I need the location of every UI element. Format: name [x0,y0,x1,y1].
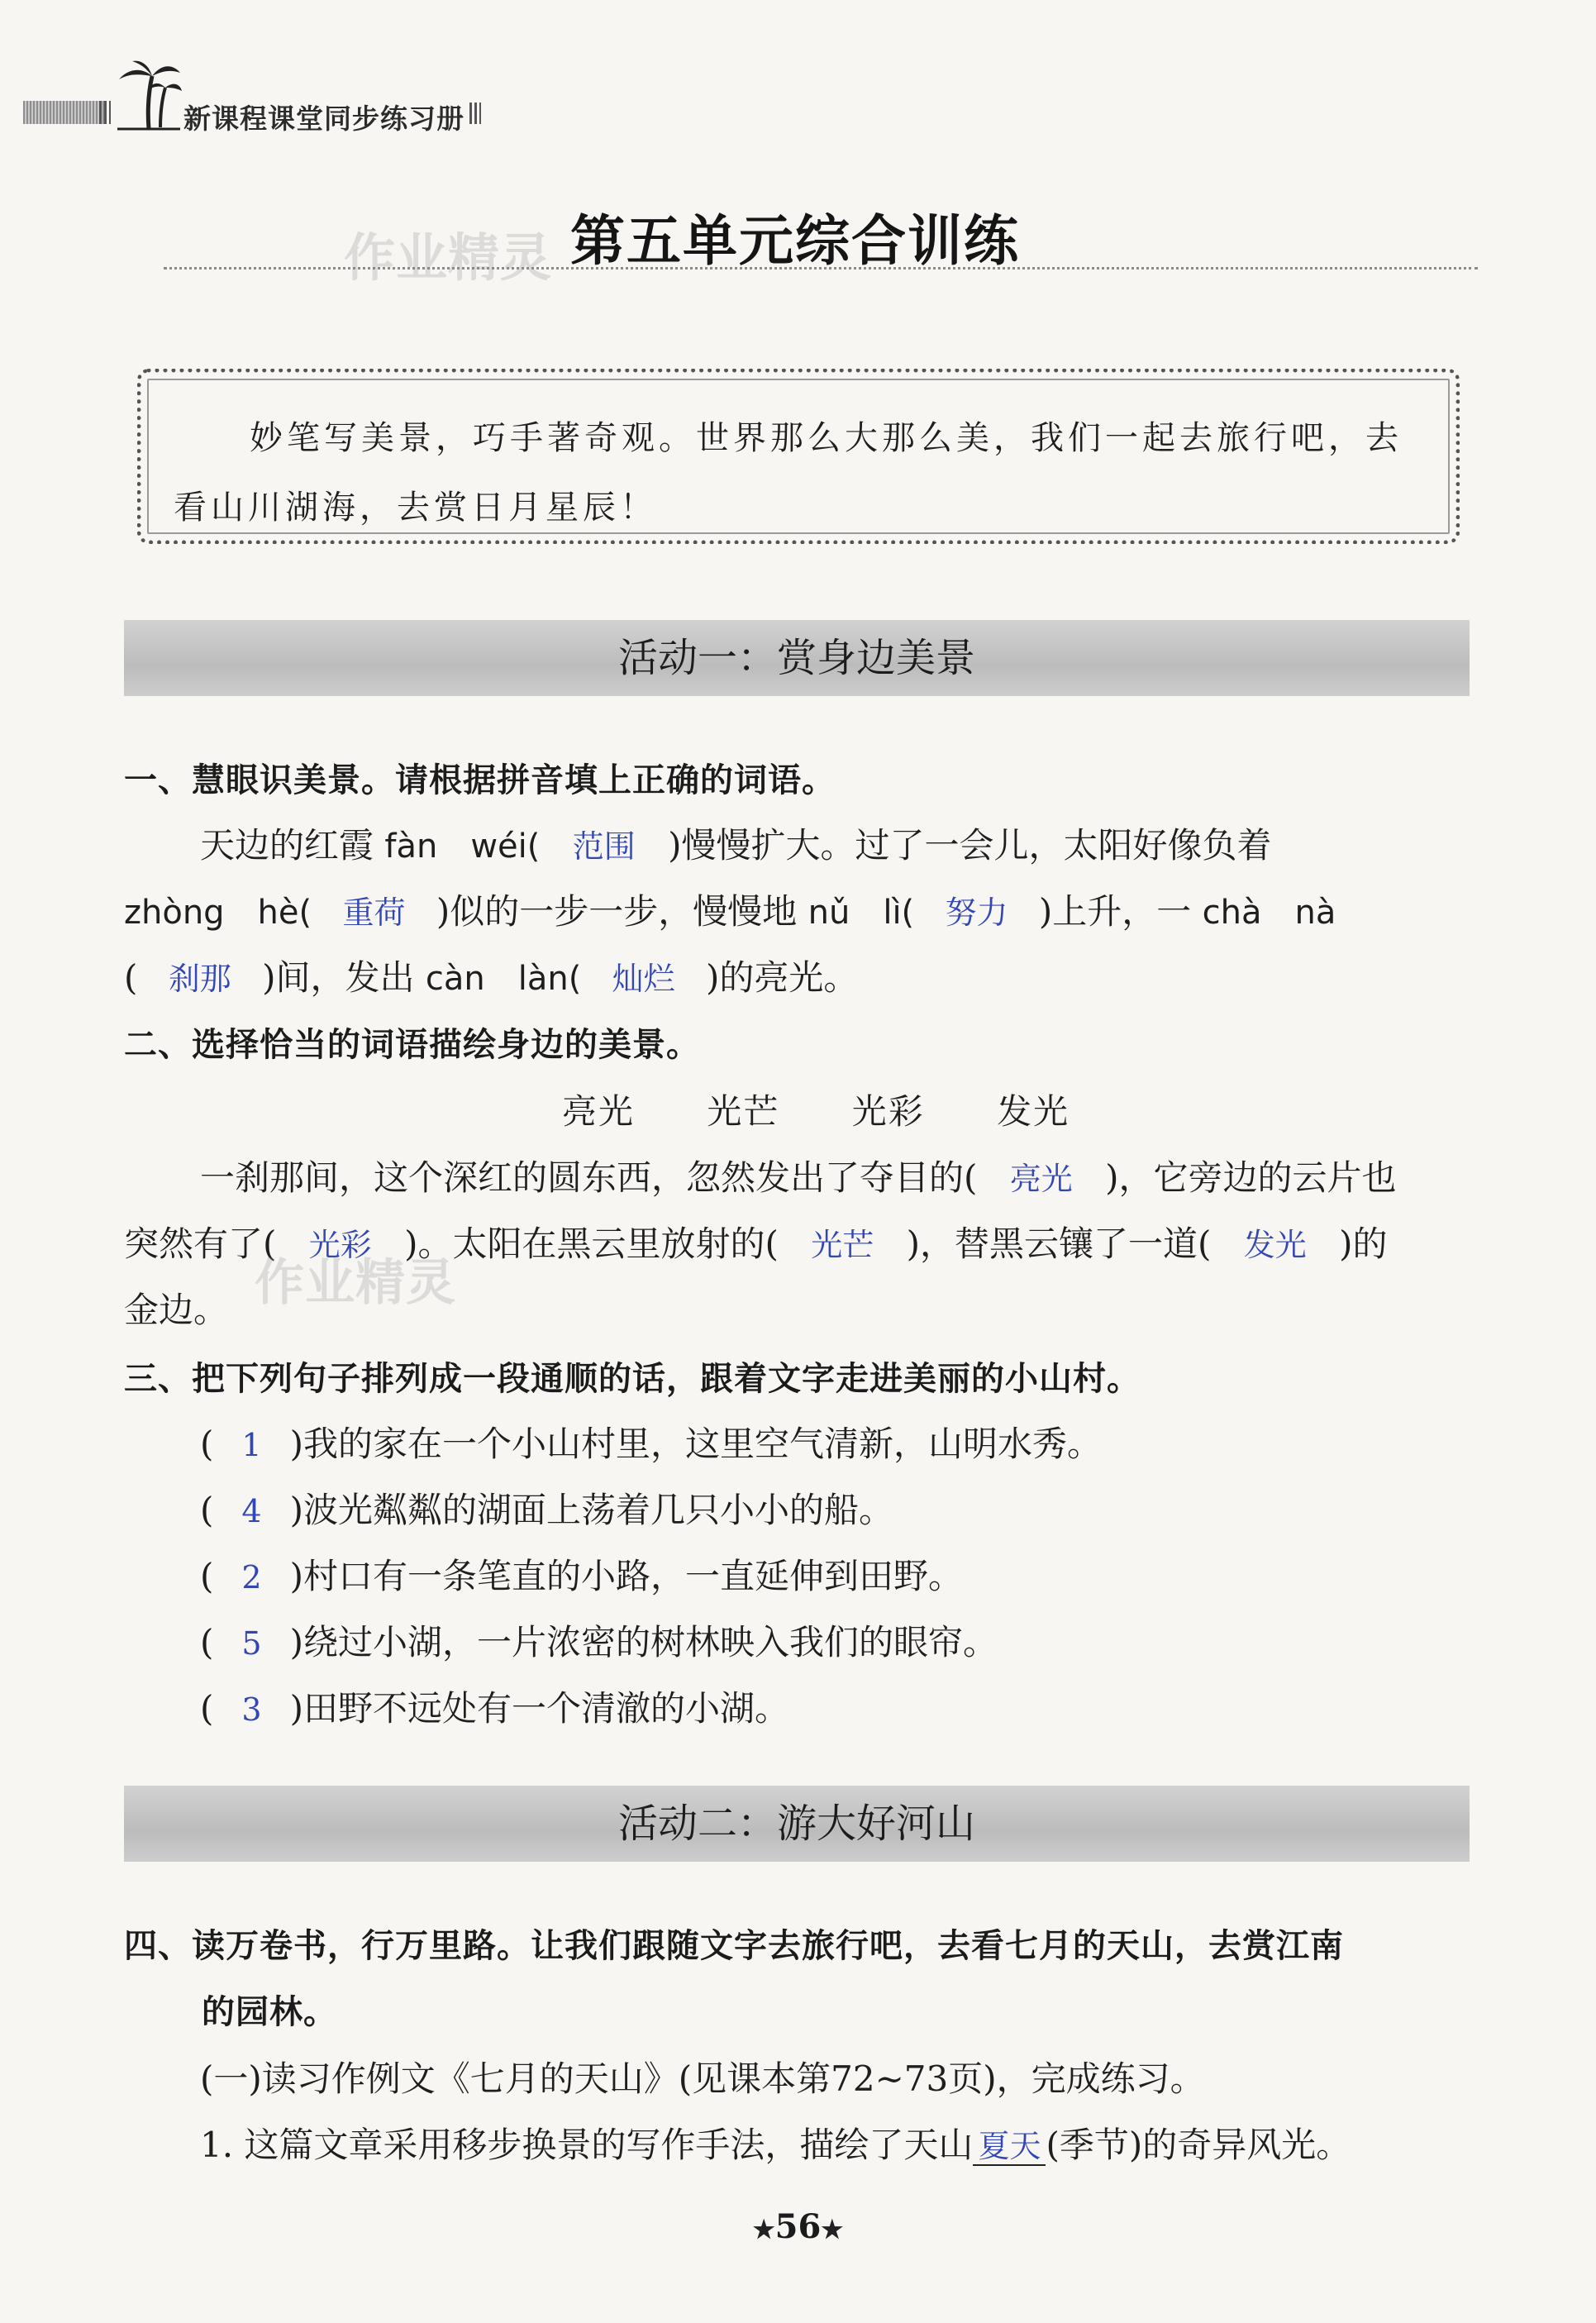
page-number-value: 56 [774,2207,822,2246]
series-title: 新课程课堂同步练习册 [183,103,465,135]
q2-option: 光芒 [707,1091,780,1132]
q3-sentence: )我的家在一个小山村里，这里空气清新，山明水秀。 [289,1424,1102,1464]
page-title: 第五单元综合训练 [570,208,1020,273]
q3-order-number: 2 [241,1559,262,1596]
palm-tree-icon [116,58,182,131]
q1-answer: 重荷 [342,894,406,931]
q4-item-answer: 夏天 [973,2128,1046,2166]
question-4-prompt-line2: 的园林。 [202,1993,337,2031]
watermark: 作业精灵 [255,1254,456,1312]
page-number [0,2207,1596,2246]
q2-word-options [562,1085,1070,1134]
q2-line1 [200,1151,1397,1200]
q1-text: 天边的红霞 [200,825,374,866]
star-icon: ★ [821,2216,844,2244]
q1-pinyin: zhòng hè( [124,894,312,932]
question-1-prompt: 一、慧眼识美景。请根据拼音填上正确的词语。 [124,761,836,799]
watermark: 作业精灵 [344,227,553,288]
q1-answer: 刹那 [168,961,231,997]
header-decor-stripes [99,101,111,124]
q1-answer: 灿烂 [612,961,675,997]
q3-item: ( 3 )田野不远处有一个清澈的小湖。 [200,1688,789,1729]
q4-item-1 [200,2118,1351,2168]
q3-order-number: 4 [241,1493,262,1529]
q1-text: ( [124,957,138,998]
q1-pinyin: càn làn( [425,960,582,998]
q3-sentence: )村口有一条笔直的小路，一直延伸到田野。 [289,1556,963,1596]
q4-item-text: 1. 这篇文章采用移步换景的写作手法，描绘了天山 [200,2125,974,2165]
q3-item: ( 1 )我的家在一个小山村里，这里空气清新，山明水秀。 [200,1424,1102,1464]
header-decor-bar [23,101,106,124]
q2-option: 光彩 [851,1091,925,1132]
q1-text: )慢慢扩大。过了一会儿，太阳好像负着 [668,825,1272,866]
q2-answer: 光芒 [811,1227,874,1263]
title-divider [164,267,1478,270]
q3-sentence: )田野不远处有一个清澈的小湖。 [289,1688,789,1729]
q3-item: ( 5 )绕过小湖，一片浓密的树林映入我们的眼帘。 [200,1622,998,1662]
q3-item: ( 4 )波光粼粼的湖面上荡着几只小小的船。 [200,1490,893,1530]
q1-text: )间，发出 [262,957,415,998]
activity1-banner: 活动一：赏身边美景 [124,620,1470,696]
q1-pinyin: chà nà [1202,894,1336,932]
q3-sentence: )波光粼粼的湖面上荡着几只小小的船。 [289,1490,893,1530]
q1-text: )似的一步一步，慢慢地 [436,891,798,932]
q2-line3: 金边。 [124,1290,229,1330]
q1-answer: 努力 [945,894,1008,931]
q1-pinyin: nǔ lì( [808,894,915,932]
q4-item-text: (季节)的奇异风光。 [1046,2125,1351,2165]
q1-line2 [124,885,1336,934]
q2-answer: 光彩 [308,1227,372,1263]
q3-item: ( 2 )村口有一条笔直的小路，一直延伸到田野。 [200,1556,963,1596]
q1-text: )的亮光。 [706,957,859,998]
q2-option: 发光 [997,1091,1070,1132]
q3-sentence: )绕过小湖，一片浓密的树林映入我们的眼帘。 [289,1622,998,1662]
q2-answer: 亮光 [1009,1161,1073,1197]
star-icon: ★ [752,2216,775,2244]
intro-text: 妙笔写美景，巧手著奇观。世界那么大那么美，我们一起去旅行吧，去看山川湖海，去赏日月星辰！ [174,419,1403,527]
q3-order-number: 5 [241,1625,262,1662]
header-decor-end [469,103,481,124]
question-2-prompt: 二、选择恰当的词语描绘身边的美景。 [124,1026,700,1064]
q1-line3 [124,951,858,1000]
question-3-prompt: 三、把下列句子排列成一段通顺的话，跟着文字走进美丽的小山村。 [124,1360,1141,1398]
q2-text: 一刹那间，这个深红的圆东西，忽然发出了夺目的( [200,1157,978,1198]
q2-option: 亮光 [562,1091,636,1132]
activity2-banner: 活动二：游大好河山 [124,1786,1470,1862]
q2-text: )的 [1339,1224,1388,1264]
q3-order-number: 1 [241,1427,262,1463]
q2-text: )，它旁边的云片也 [1105,1157,1397,1198]
q1-answer: 范围 [572,828,636,865]
q1-pinyin: fàn wéi( [384,828,541,866]
q2-answer: 发光 [1243,1227,1307,1263]
question-4-prompt-line1: 四、读万卷书，行万里路。让我们跟随文字去旅行吧，去看七月的天山，去赏江南 [124,1927,1344,1965]
q4-sub-instruction: (一)读习作例文《七月的天山》(见课本第72~73页)，完成练习。 [200,2058,1205,2099]
q1-line1 [200,818,1272,868]
q3-order-number: 3 [241,1691,262,1728]
q2-text: )。太阳在黑云里放射的( [404,1224,779,1264]
q2-text: 突然有了( [124,1224,277,1264]
q1-text: )上升，一 [1038,891,1192,932]
q2-text: )，替黑云镶了一道( [906,1224,1212,1264]
